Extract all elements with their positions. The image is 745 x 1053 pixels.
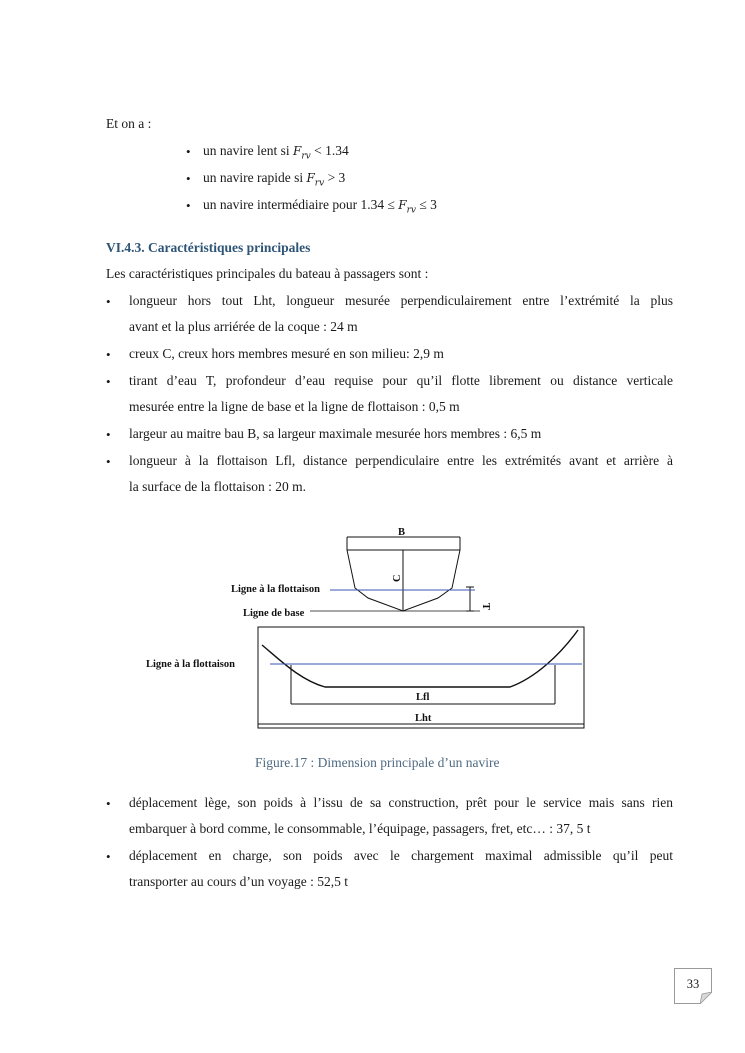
page-number: 33 [674,968,712,1004]
froude-variable: $F_{rv}$ [292,144,311,162]
list-item-line: déplacement en charge, son poids avec le chargement maximal admissible qu’il peut [129,848,673,863]
label-baseline: Ligne de base [243,608,305,619]
figure-caption: Figure.17 : Dimension principale d’un navire [255,755,500,770]
label-C: C [392,574,403,582]
condition-suffix: > 3 [324,170,346,185]
section-heading: VI.4.3. Caractéristiques principales [106,240,311,255]
condition-suffix: < 1.34 [310,143,349,158]
bullet-icon: • [106,347,111,362]
list-item-line: transporter au cours d’un voyage : 52,5 t [129,874,348,889]
froude-variable: $F_{rv}$ [398,198,416,216]
condition-prefix: un navire rapide si [203,170,307,185]
label-waterline-side: Ligne à la flottaison [146,659,235,670]
bullet-icon: • [106,849,111,864]
list-item-line: longueur hors tout Lht, longueur mesurée perpendiculairement entre l’extrémité la plus [129,293,673,308]
intro-text: Et on a : [106,116,152,131]
label-T: T [480,603,491,611]
hull-profile-outline [262,630,578,687]
condition-prefix: un navire lent si [203,143,293,158]
bullet-icon: • [106,427,111,442]
list-item-line: mesurée entre la ligne de base et la ligne de flottaison : 0,5 m [129,399,460,414]
label-B: B [398,527,406,538]
label-Lht: Lht [415,713,432,724]
condition-suffix: ≤ 3 [415,197,437,212]
list-item-line: tirant d’eau T, profondeur d’eau requise pour qu’il flotte librement ou distance verticale [129,373,673,388]
list-item-line: largeur au maitre bau B, sa largeur maximale mesurée hors membres : 6,5 m [129,426,542,441]
bullet-icon: • [186,144,191,159]
list-item-line: avant et la plus arriérée de la coque : 24 m [129,319,358,334]
bullet-icon: • [106,374,111,389]
bullet-icon: • [186,198,191,213]
list-item-line: la surface de la flottaison : 20 m. [129,479,306,494]
condition-prefix: un navire intermédiaire pour 1.34 ≤ [203,197,399,212]
bullet-icon: • [106,294,111,309]
bullet-icon: • [186,171,191,186]
list-item-line: creux C, creux hors membres mesuré en son milieu: 2,9 m [129,346,444,361]
froude-variable: $F_{rv}$ [306,171,325,189]
label-waterline-top: Ligne à la flottaison [231,584,320,595]
section-intro: Les caractéristiques principales du bateau à passagers sont : [106,266,429,281]
list-item-line: déplacement lège, son poids à l’issu de sa construction, prêt pour le service mais sans rien [129,795,673,810]
bullet-icon: • [106,796,111,811]
list-item-line: embarquer à bord comme, le consommable, l’équipage, passagers, fret, etc… : 37, 5 t [129,821,591,836]
bullet-icon: • [106,454,111,469]
label-Lfl: Lfl [416,692,430,703]
list-item-line: longueur à la flottaison Lfl, distance perpendiculaire entre les extrémités avant et arrière à [129,453,673,468]
page-curl-icon [700,992,712,1004]
cross-section-view [347,537,474,611]
